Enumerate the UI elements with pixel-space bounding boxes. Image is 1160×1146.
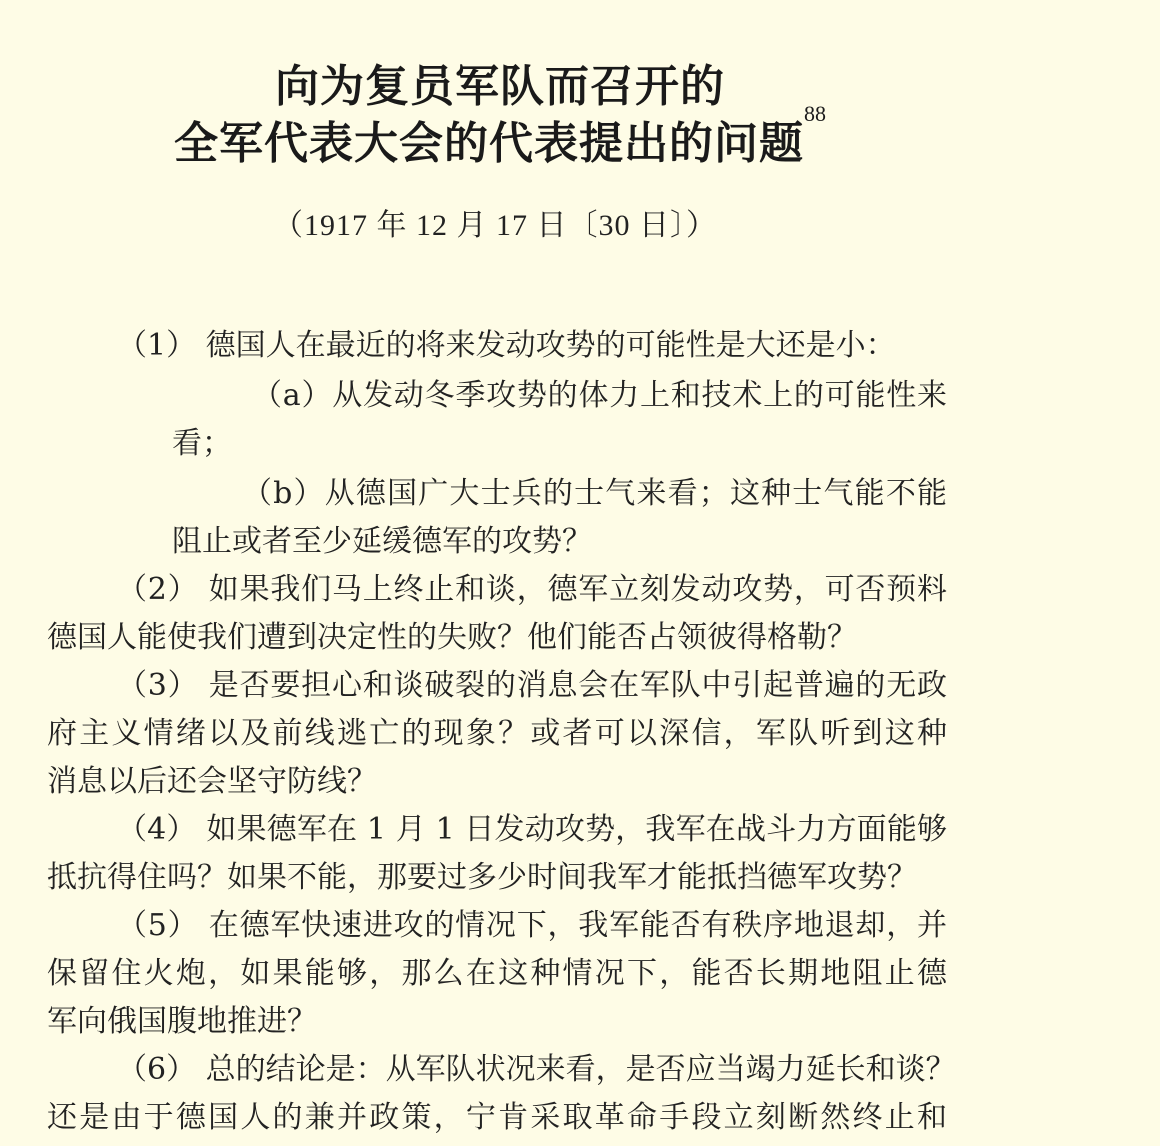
question-1b-line1: （b）从德国广大士兵的士气来看；这种士气能不能	[242, 476, 947, 511]
question-1b-line2: 阻止或者至少延缓德军的攻势？	[172, 524, 592, 559]
question-6-line2: 还是由于德国人的兼并政策，宁肯采取革命手段立刻断然终止和	[47, 1100, 947, 1135]
title-line2-text: 全军代表大会的代表提出的问题	[174, 118, 804, 169]
footnote-marker: 88	[804, 101, 826, 126]
question-4-line2: 抵抗得住吗？如果不能，那要过多少时间我军才能抵挡德军攻势？	[47, 860, 917, 895]
question-5-line2: 保留住火炮，如果能够，那么在这种情况下，能否长期地阻止德	[47, 956, 947, 991]
question-2-line1: （2） 如果我们马上终止和谈，德军立刻发动攻势，可否预料	[117, 572, 947, 607]
question-3-line1: （3） 是否要担心和谈破裂的消息会在军队中引起普遍的无政	[117, 668, 947, 703]
question-1a-line2: 看；	[172, 426, 232, 461]
question-4-line1: （4） 如果德军在 1 月 1 日发动攻势，我军在战斗力方面能够	[117, 812, 947, 847]
question-5-line1: （5） 在德军快速进攻的情况下，我军能否有秩序地退却，并	[117, 908, 947, 943]
question-3-line2: 府主义情绪以及前线逃亡的现象？或者可以深信，军队听到这种	[47, 716, 947, 751]
document-date: （1917 年 12 月 17 日〔30 日〕）	[273, 209, 717, 242]
page-title-line1	[0, 50, 1000, 114]
page-title-line2	[0, 101, 1000, 171]
title-line1-text: 向为复员军队而召开的	[275, 61, 725, 112]
question-1a-line1: （a）从发动冬季攻势的体力上和技术上的可能性来	[252, 378, 947, 413]
question-5-line3: 军向俄国腹地推进？	[47, 1004, 317, 1039]
question-6-line1: （6） 总的结论是：从军队状况来看，是否应当竭力延长和谈？	[117, 1052, 956, 1087]
question-1-intro: （1） 德国人在最近的将来发动攻势的可能性是大还是小：	[117, 328, 896, 363]
document-body	[47, 322, 956, 1142]
question-2-line2: 德国人能使我们遭到决定性的失败？他们能否占领彼得格勒？	[47, 620, 857, 655]
question-3-line3: 消息以后还会坚守防线？	[47, 764, 377, 799]
